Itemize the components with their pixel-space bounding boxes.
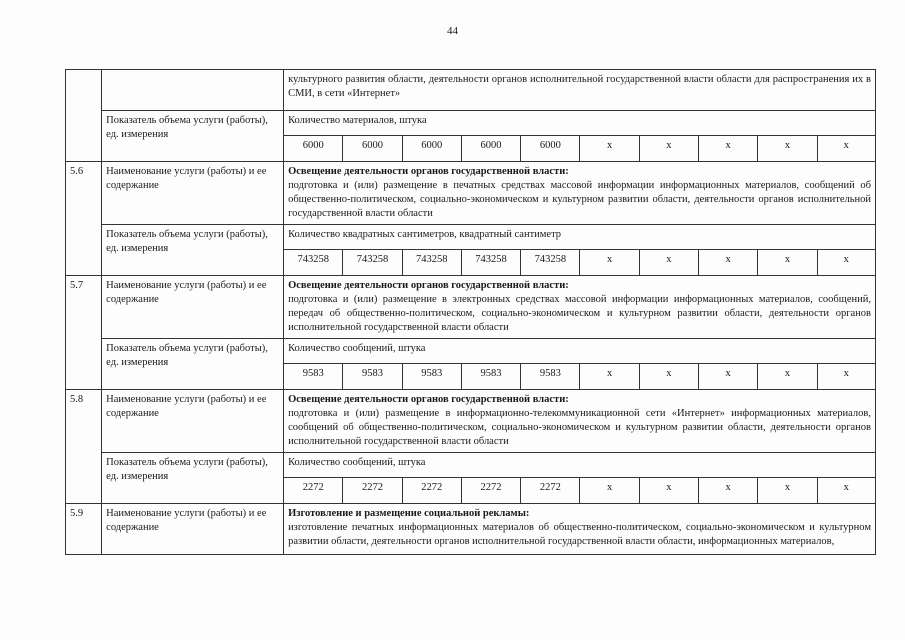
- item-number: 5.6: [66, 162, 102, 276]
- value-cell: 2272: [402, 478, 461, 504]
- service-name-label: Наименование услуги (работы) и ее содержание: [102, 162, 284, 225]
- table-row: [66, 111, 876, 136]
- value-cell: x: [817, 250, 875, 276]
- table-row: [66, 276, 876, 339]
- indicator-text: Количество материалов, штука: [284, 111, 876, 136]
- indicator-label: Показатель объема услуги (работы), ед. измерения: [102, 111, 284, 162]
- value-cell: x: [758, 250, 817, 276]
- value-cell: x: [580, 136, 639, 162]
- indicator-text: Количество сообщений, штука: [284, 453, 876, 478]
- service-title: Освещение деятельности органов государственной власти:: [288, 394, 569, 405]
- value-cell: x: [639, 250, 698, 276]
- table-row: [66, 225, 876, 250]
- value-cell: x: [580, 364, 639, 390]
- value-cell: x: [699, 136, 758, 162]
- value-cell: 6000: [343, 136, 402, 162]
- table-row: [66, 390, 876, 453]
- item-number: 5.8: [66, 390, 102, 504]
- indicator-label: Показатель объема услуги (работы), ед. измерения: [102, 339, 284, 390]
- value-cell: x: [580, 250, 639, 276]
- value-cell: 743258: [343, 250, 402, 276]
- table-row: [66, 339, 876, 364]
- service-content: [284, 390, 876, 453]
- service-description: подготовка и (или) размещение в электронных средствах массовой информации информационных материалов, сообщений, передач об общественно-политическом, социально-экономическом и культурном развитии области, деятельности органов исполнительной государственной власти области: [288, 294, 871, 333]
- value-cell: 2272: [284, 478, 343, 504]
- value-cell: x: [580, 478, 639, 504]
- service-name-label: Наименование услуги (работы) и ее содержание: [102, 390, 284, 453]
- value-cell: x: [639, 136, 698, 162]
- value-cell: x: [817, 364, 875, 390]
- value-cell: x: [699, 250, 758, 276]
- value-cell: 6000: [461, 136, 520, 162]
- service-title: Освещение деятельности органов государственной власти:: [288, 166, 569, 177]
- value-cell: 9583: [284, 364, 343, 390]
- continued-text: культурного развития области, деятельности органов исполнительной государственной власти области для распространения их в СМИ, в сети «Интернет»: [284, 70, 876, 111]
- value-cell: 9583: [461, 364, 520, 390]
- value-cell: 6000: [284, 136, 343, 162]
- service-content: [284, 162, 876, 225]
- value-cell: 743258: [402, 250, 461, 276]
- indicator-label: Показатель объема услуги (работы), ед. измерения: [102, 453, 284, 504]
- value-cell: x: [639, 364, 698, 390]
- value-cell: 6000: [521, 136, 580, 162]
- service-title: Изготовление и размещение социальной рекламы:: [288, 508, 530, 519]
- table-row: [66, 70, 876, 111]
- item-label-cell: [102, 70, 284, 111]
- value-cell: x: [758, 136, 817, 162]
- service-content: [284, 504, 876, 555]
- value-cell: x: [758, 364, 817, 390]
- service-content: [284, 276, 876, 339]
- page-number: 44: [447, 25, 458, 37]
- value-cell: x: [758, 478, 817, 504]
- value-cell: 2272: [461, 478, 520, 504]
- indicator-text: Количество квадратных сантиметров, квадратный сантиметр: [284, 225, 876, 250]
- table-row: [66, 162, 876, 225]
- value-cell: 743258: [284, 250, 343, 276]
- table-row: [66, 504, 876, 555]
- value-cell: 743258: [461, 250, 520, 276]
- value-cell: 6000: [402, 136, 461, 162]
- value-cell: 9583: [402, 364, 461, 390]
- value-cell: 743258: [521, 250, 580, 276]
- value-cell: 2272: [521, 478, 580, 504]
- value-cell: 9583: [343, 364, 402, 390]
- value-cell: x: [639, 478, 698, 504]
- item-number: 5.9: [66, 504, 102, 555]
- value-cell: x: [817, 136, 875, 162]
- services-table: [65, 69, 876, 555]
- service-title: Освещение деятельности органов государственной власти:: [288, 280, 569, 291]
- item-number: 5.7: [66, 276, 102, 390]
- value-cell: x: [699, 364, 758, 390]
- value-cell: x: [817, 478, 875, 504]
- service-name-label: Наименование услуги (работы) и ее содержание: [102, 504, 284, 555]
- item-number-cell: [66, 70, 102, 162]
- service-name-label: Наименование услуги (работы) и ее содержание: [102, 276, 284, 339]
- table-row: [66, 453, 876, 478]
- value-cell: 2272: [343, 478, 402, 504]
- value-cell: 9583: [521, 364, 580, 390]
- indicator-label: Показатель объема услуги (работы), ед. измерения: [102, 225, 284, 276]
- indicator-text: Количество сообщений, штука: [284, 339, 876, 364]
- service-description: изготовление печатных информационных материалов об общественно-политическом, социально-экономическом и культурном развитии области, деятельности органов исполнительной государственной власти области, информационных материалов,: [288, 522, 871, 547]
- service-description: подготовка и (или) размещение в информационно-телекоммуникационной сети «Интернет» информационных материалов, сообщений об общественно-политическом, социально-экономическом и культурном развитии области, деятельности органов исполнительной государственной власти области: [288, 408, 871, 447]
- value-cell: x: [699, 478, 758, 504]
- service-description: подготовка и (или) размещение в печатных средствах массовой информации информационных материалов, сообщений об общественно-политическом, социально-экономическом и культурном развитии области, деятельности органов исполнительной государственной власти области: [288, 180, 871, 219]
